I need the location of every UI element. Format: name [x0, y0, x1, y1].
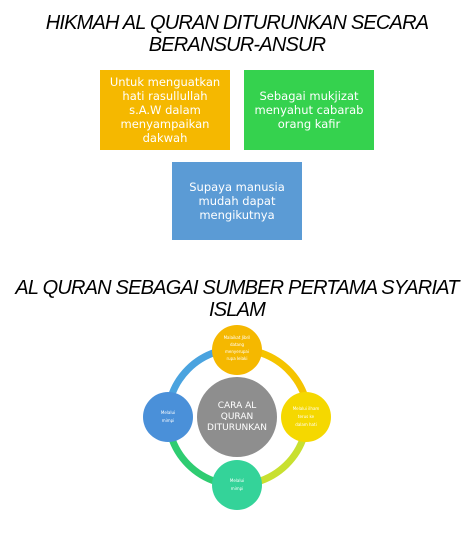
cycle-node-top-line1: Malaikat Jibril	[223, 335, 251, 340]
cycle-node-bottom	[212, 460, 262, 510]
section2-title-line1: AL QURAN SEBAGAI SUMBER PERTAMA SYARIAT	[15, 277, 459, 299]
hikmah-box-strengthen-prophet-text: Untuk menguatkan hati rasullullah s.A.W dalam menyampaikan dakwah	[109, 75, 221, 145]
cycle-node-top-line2: datang	[229, 342, 245, 347]
cycle-node-left	[143, 392, 193, 442]
cycle-center-line3: DITURUNKAN	[207, 423, 267, 433]
hikmah-box-easy-follow-text: Supaya manusia mudah dapat mengikutnya	[189, 180, 285, 222]
cycle-node-right-line2: terus ke	[297, 414, 315, 419]
cycle-node-right-line1: Melalui ilham	[292, 406, 320, 411]
cycle-node-bottom-line1: Melalui	[229, 478, 245, 483]
section2-title-line2: ISLAM	[208, 299, 266, 321]
cycle-node-left-line1: Melalui	[160, 410, 176, 415]
cycle-node-top-line4: rupa lelaki	[226, 356, 248, 361]
cycle-node-left-line2: mimpi	[161, 418, 175, 423]
section1-title-line2: BERANSUR-ANSUR	[148, 34, 326, 56]
cycle-node-top-line3: menyerupai	[224, 349, 250, 354]
section1-title-line1: HIKMAH AL QURAN DITURUNKAN SECARA	[45, 12, 429, 34]
cycle-center-line1: CARA AL	[217, 401, 257, 411]
cycle-center-line2: QURAN	[220, 412, 254, 422]
cycle-node-bottom-line2: mimpi	[230, 486, 244, 491]
hikmah-box-miracle-text: Sebagai mukjizat menyahut cabarab orang kafir	[254, 89, 364, 131]
cycle-node-right-line3: dalam hati	[295, 422, 317, 427]
